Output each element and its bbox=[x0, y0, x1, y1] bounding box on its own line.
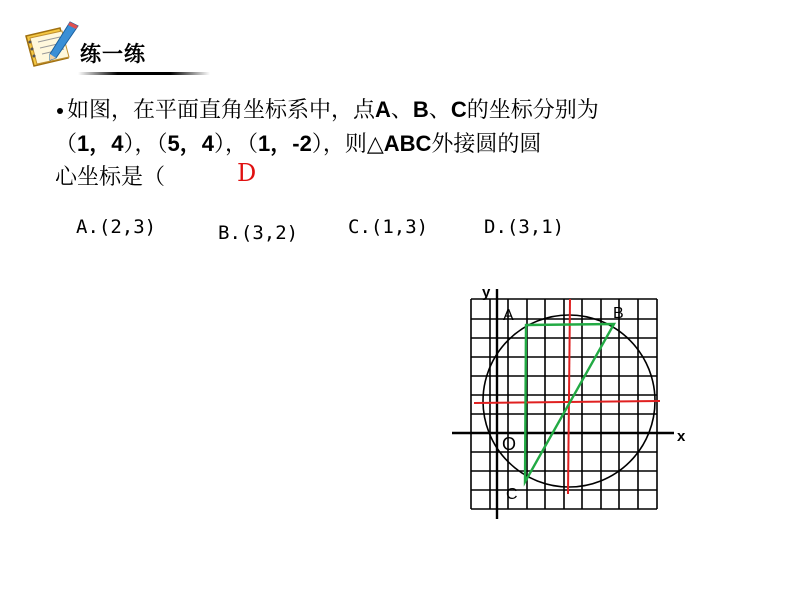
question-line-3 bbox=[55, 161, 755, 194]
point-b-label: B bbox=[613, 305, 624, 322]
answer-mark: D bbox=[237, 159, 257, 187]
q-punct: ），（ bbox=[123, 132, 168, 157]
coord-c: 1，-2 bbox=[258, 131, 312, 156]
point-c-label: C bbox=[506, 486, 518, 503]
label-b: B bbox=[412, 97, 429, 122]
label-a: A bbox=[375, 97, 391, 122]
y-axis-label: y bbox=[482, 284, 491, 301]
option-a[interactable]: A.(2,3) bbox=[76, 216, 157, 238]
q-punct: （ bbox=[55, 132, 78, 157]
question-text bbox=[55, 93, 755, 194]
bisector-horizontal bbox=[474, 401, 660, 403]
q-sep: 、 bbox=[390, 98, 413, 123]
x-axis-label: x bbox=[677, 428, 686, 445]
grid bbox=[471, 299, 657, 509]
coordinate-figure bbox=[452, 279, 692, 519]
q-punct: ），则△ bbox=[311, 132, 384, 157]
question-line-1 bbox=[55, 93, 755, 127]
coord-b: 5，4 bbox=[167, 131, 214, 156]
q-text: 的坐标分别为 bbox=[466, 98, 599, 123]
question-line-2 bbox=[55, 127, 755, 161]
option-c[interactable]: C.(1,3) bbox=[348, 216, 429, 238]
origin-label: O bbox=[502, 434, 517, 454]
q-text: 如图，在平面直角坐标系中，点 bbox=[67, 98, 376, 123]
q-punct: ），（ bbox=[214, 132, 259, 157]
option-d[interactable]: D.(3,1) bbox=[484, 216, 565, 238]
section-title: 练一练 bbox=[80, 42, 146, 66]
bisector-vertical bbox=[568, 299, 570, 494]
q-sep: 、 bbox=[428, 98, 451, 123]
q-text: 外接圆的圆 bbox=[431, 132, 542, 157]
bullet-icon bbox=[57, 108, 63, 114]
triangle-name: ABC bbox=[383, 131, 432, 156]
option-b[interactable]: B.(3,2) bbox=[218, 222, 299, 244]
pencil-notebook-icon bbox=[20, 18, 82, 70]
title-underline bbox=[78, 72, 210, 75]
q-text: 心坐标是（ bbox=[55, 165, 166, 190]
point-a-label: A bbox=[503, 307, 514, 324]
label-c: C bbox=[450, 97, 467, 122]
coord-a: 1，4 bbox=[77, 131, 124, 156]
